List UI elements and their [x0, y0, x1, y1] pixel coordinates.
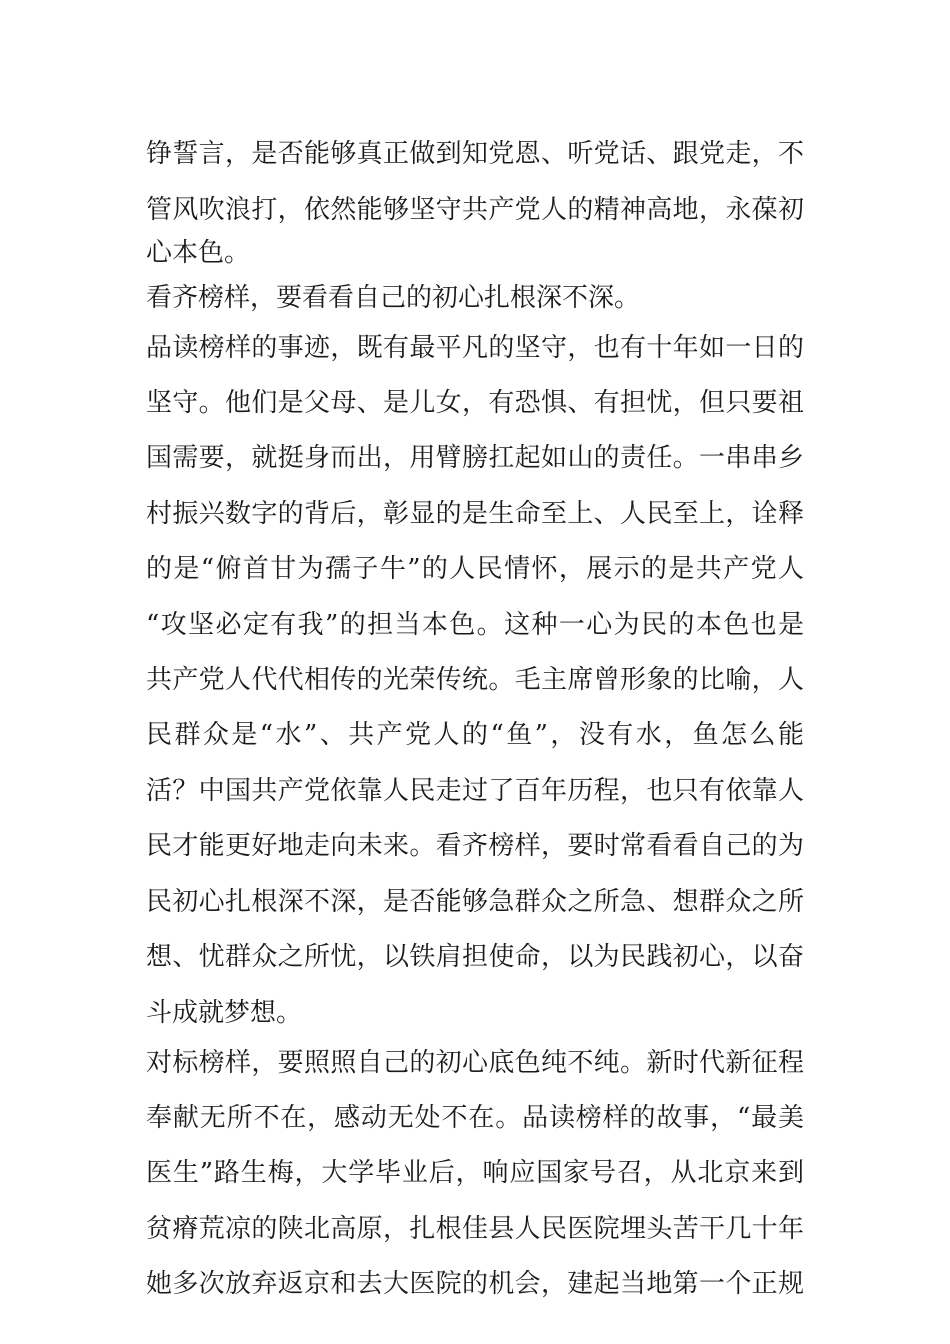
text-line: 活？中国共产党依靠人民走过了百年历程，也只有依靠人 [146, 776, 804, 806]
text-line: 心本色。 [146, 238, 251, 268]
text-line: 国需要，就挺身而出，用臂膀扛起如山的责任。一串串乡 [146, 443, 804, 473]
text-line: 铮誓言，是否能够真正做到知党恩、听党话、跟党走，不 [146, 139, 804, 169]
text-line: 村振兴数字的背后，彰显的是生命至上、人民至上，诠释 [146, 499, 804, 529]
text-line: 医生”路生梅，大学毕业后，响应国家号召，从北京来到 [146, 1158, 804, 1188]
text-line: 想、忧群众之所忧，以铁肩担使命，以为民践初心，以奋 [146, 942, 804, 972]
text-line: 民才能更好地走向未来。看齐榜样，要时常看看自己的为 [146, 831, 804, 861]
text-line: 的是“俯首甘为孺子牛”的人民情怀，展示的是共产党人 [146, 554, 804, 584]
text-line: 管风吹浪打，依然能够坚守共产党人的精神高地，永葆初 [146, 195, 804, 225]
text-line: 看齐榜样，要看看自己的初心扎根深不深。 [146, 283, 641, 313]
text-line: 奉献无所不在，感动无处不在。品读榜样的故事，“最美 [146, 1103, 804, 1133]
text-line: 斗成就梦想。 [146, 998, 303, 1028]
text-line: 坚守。他们是父母、是儿女，有恐惧、有担忧，但只要祖 [146, 388, 804, 418]
text-line: 对标榜样，要照照自己的初心底色纯不纯。新时代新征程 [146, 1048, 804, 1078]
text-line: 民初心扎根深不深，是否能够急群众之所急、想群众之所 [146, 887, 804, 917]
text-line: 共产党人代代相传的光荣传统。毛主席曾形象的比喻，人 [146, 665, 804, 695]
text-line: 她多次放弃返京和去大医院的机会，建起当地第一个正规 [146, 1269, 804, 1299]
text-line: 品读榜样的事迹，既有最平凡的坚守，也有十年如一日的 [146, 333, 804, 363]
text-line: 贫瘠荒凉的陕北高原，扎根佳县人民医院埋头苦干几十年 [146, 1214, 804, 1244]
text-line: 民群众是“水”、共产党人的“鱼”，没有水，鱼怎么能 [146, 720, 804, 750]
text-line: “攻坚必定有我”的担当本色。这种一心为民的本色也是 [146, 610, 804, 640]
